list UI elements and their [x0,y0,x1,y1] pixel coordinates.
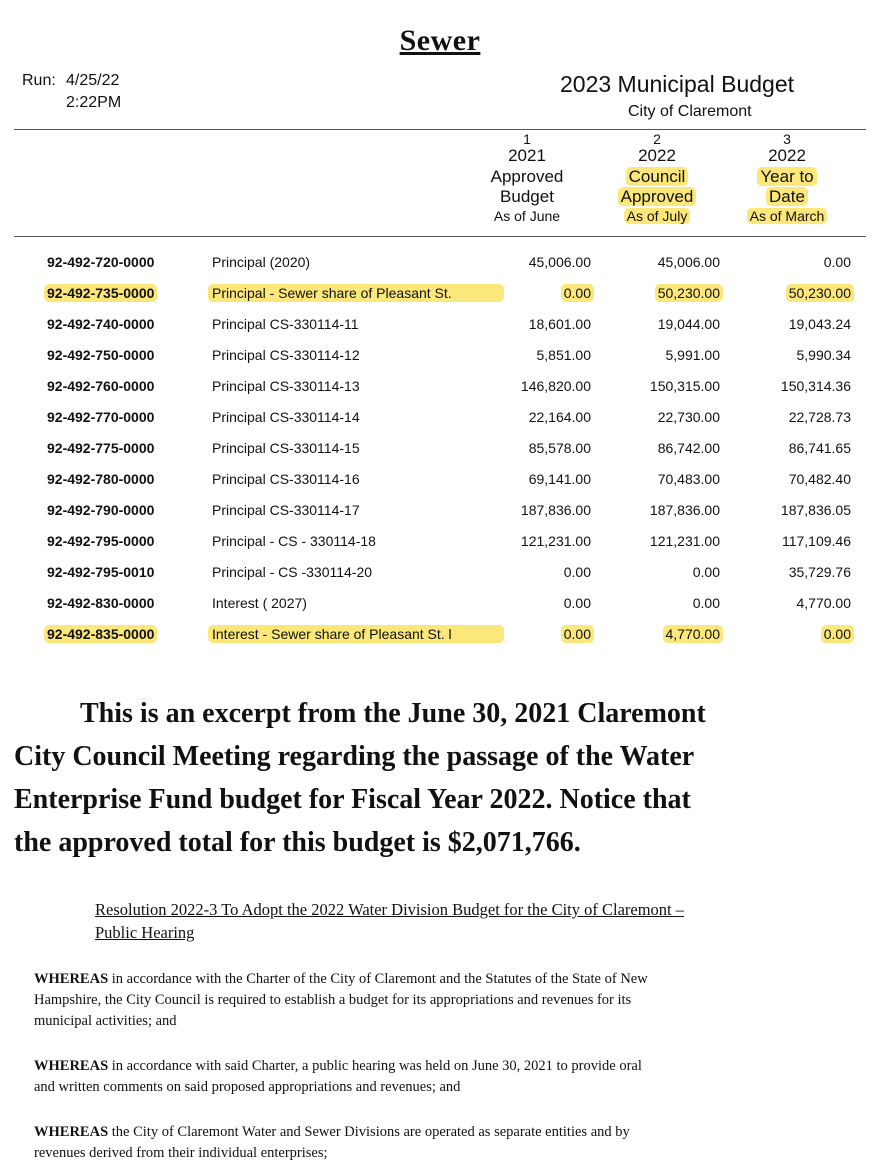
line-description: Principal CS-330114-12 [212,347,360,363]
run-label: Run: [22,72,56,89]
line-description: Principal CS-330114-14 [212,409,360,425]
approved-budget-2021: 187,836.00 [520,502,591,518]
year-to-date-2022: 150,314.36 [780,378,851,394]
approved-budget-2021: 121,231.00 [520,533,591,549]
account-number: 92-492-770-0000 [47,409,155,425]
excerpt-note [14,692,866,864]
table-row [0,282,880,306]
council-approved-2022: 86,742.00 [657,440,720,456]
council-approved-2022: 150,315.00 [649,378,720,394]
line-description: Principal (2020) [212,254,311,270]
line-description: Principal CS-330114-17 [212,502,360,518]
year-to-date-2022: 86,741.65 [788,440,851,456]
column-number: 1 [523,131,531,147]
account-number: 92-492-720-0000 [47,254,155,270]
council-approved-2022: 19,044.00 [657,316,720,332]
whereas-paragraph-2 [34,1056,854,1098]
account-number: 92-492-775-0000 [47,440,155,456]
column-line2: Approved [618,187,697,206]
line-description: Interest ( 2027) [212,595,307,611]
table-row [0,251,880,275]
resolution-title-line: Public Hearing [95,923,195,942]
year-to-date-2022: 19,043.24 [788,316,851,332]
year-to-date-2022: 22,728.73 [788,409,851,425]
table-row [0,623,880,647]
header-rule-bottom [14,236,866,237]
resolution-title-line: Resolution 2022-3 To Adopt the 2022 Water Division Budget for the City of Claremont – [95,900,685,919]
line-description: Principal - CS -330114-20 [212,564,373,580]
column-line1: Approved [490,166,564,186]
column-line2: Budget [500,187,554,207]
column-year: 2022 [768,146,806,165]
table-row [0,375,880,399]
column-note: As of July [624,208,691,224]
account-number: 92-492-735-0000 [44,284,157,302]
account-number: 92-492-795-0010 [47,564,155,580]
paragraph-text: Hampshire, the City Council is required to establish a budget for its appropriations and revenues for its [34,992,632,1008]
year-to-date-2022: 0.00 [823,254,851,270]
line-description: Principal CS-330114-11 [212,316,359,332]
whereas-paragraph-3 [34,1122,854,1164]
column-note: As of March [747,208,828,224]
excerpt-line: the approved total for this budget is $2,071,766. [14,827,581,858]
run-date: 4/25/22 [66,72,120,89]
excerpt-line: This is an excerpt from the June 30, 2021 Claremont [80,698,706,729]
paragraph-text: the City of Claremont Water and Sewer Divisions are operated as separate entities and by [108,1124,630,1140]
paragraph-text: in accordance with said Charter, a public hearing was held on June 30, 2021 to provide oral [108,1058,642,1074]
whereas-keyword: WHEREAS [34,1124,109,1140]
column-line1: Council [626,167,689,186]
year-to-date-2022: 70,482.40 [788,471,851,487]
paragraph-text: municipal activities; and [34,1013,177,1029]
year-to-date-2022: 50,230.00 [786,284,854,302]
council-approved-2022: 121,231.00 [649,533,720,549]
approved-budget-2021: 146,820.00 [520,378,591,394]
council-approved-2022: 187,836.00 [649,502,720,518]
header-rule-top [14,129,866,130]
account-number: 92-492-835-0000 [44,625,157,643]
column-line2: Date [766,187,808,206]
line-description: Principal CS-330114-16 [212,471,360,487]
account-number: 92-492-830-0000 [47,595,155,611]
table-row [0,437,880,461]
column-header-2 [602,133,712,225]
year-to-date-2022: 5,990.34 [796,347,851,363]
approved-budget-2021: 0.00 [561,625,594,643]
table-row [0,344,880,368]
year-to-date-2022: 4,770.00 [796,595,851,611]
council-approved-2022: 50,230.00 [655,284,723,302]
city-name: City of Claremont [628,103,752,120]
council-approved-2022: 22,730.00 [657,409,720,425]
column-year: 2022 [638,146,676,165]
table-row [0,313,880,337]
column-number: 3 [783,131,791,147]
table-row [0,561,880,585]
sewer-heading: Sewer [399,24,481,57]
account-number: 92-492-750-0000 [47,347,155,363]
table-row [0,406,880,430]
line-description: Principal - Sewer share of Pleasant St. [208,284,504,302]
table-row [0,468,880,492]
table-row [0,499,880,523]
approved-budget-2021: 0.00 [563,564,591,580]
year-to-date-2022: 187,836.05 [780,502,851,518]
approved-budget-2021: 0.00 [561,284,594,302]
line-description: Interest - Sewer share of Pleasant St. l [208,625,504,643]
run-time: 2:22PM [66,94,122,111]
approved-budget-2021: 45,006.00 [528,254,591,270]
account-number: 92-492-760-0000 [47,378,155,394]
year-to-date-2022: 35,729.76 [788,564,851,580]
approved-budget-2021: 85,578.00 [528,440,591,456]
column-header-1 [472,133,582,225]
table-row [0,592,880,616]
line-description: Principal - CS - 330114-18 [212,533,376,549]
council-approved-2022: 4,770.00 [663,625,724,643]
account-number: 92-492-780-0000 [47,471,155,487]
council-approved-2022: 0.00 [692,564,720,580]
council-approved-2022: 45,006.00 [657,254,720,270]
council-approved-2022: 5,991.00 [665,347,720,363]
year-to-date-2022: 117,109.46 [781,533,851,549]
table-row [0,530,880,554]
year-to-date-2022: 0.00 [821,625,854,643]
approved-budget-2021: 22,164.00 [528,409,591,425]
whereas-paragraph-1 [34,969,854,1032]
line-description: Principal CS-330114-13 [212,378,360,394]
paragraph-text: in accordance with the Charter of the City of Claremont and the Statutes of the State of New [108,971,648,987]
council-approved-2022: 70,483.00 [657,471,720,487]
account-number: 92-492-795-0000 [47,533,155,549]
account-number: 92-492-790-0000 [47,502,155,518]
council-approved-2022: 0.00 [692,595,720,611]
whereas-keyword: WHEREAS [34,1058,109,1074]
line-description: Principal CS-330114-15 [212,440,360,456]
approved-budget-2021: 69,141.00 [528,471,591,487]
whereas-keyword: WHEREAS [34,971,109,987]
column-header-3 [732,133,842,225]
column-line1: Year to [757,167,816,186]
column-note: As of June [493,208,561,225]
account-number: 92-492-740-0000 [47,316,155,332]
excerpt-line: City Council Meeting regarding the passage of the Water [14,741,695,772]
column-year: 2021 [508,146,546,165]
paragraph-text: and written comments on said proposed appropriations and revenues; and [34,1079,461,1095]
budget-title: 2023 Municipal Budget [560,71,794,97]
approved-budget-2021: 5,851.00 [536,347,591,363]
resolution-title [95,898,855,944]
column-number: 2 [653,131,661,147]
approved-budget-2021: 0.00 [563,595,591,611]
approved-budget-2021: 18,601.00 [528,316,591,332]
excerpt-line: Enterprise Fund budget for Fiscal Year 2022. Notice that [14,784,691,815]
paragraph-text: revenues derived from their individual enterprises; [34,1145,328,1161]
